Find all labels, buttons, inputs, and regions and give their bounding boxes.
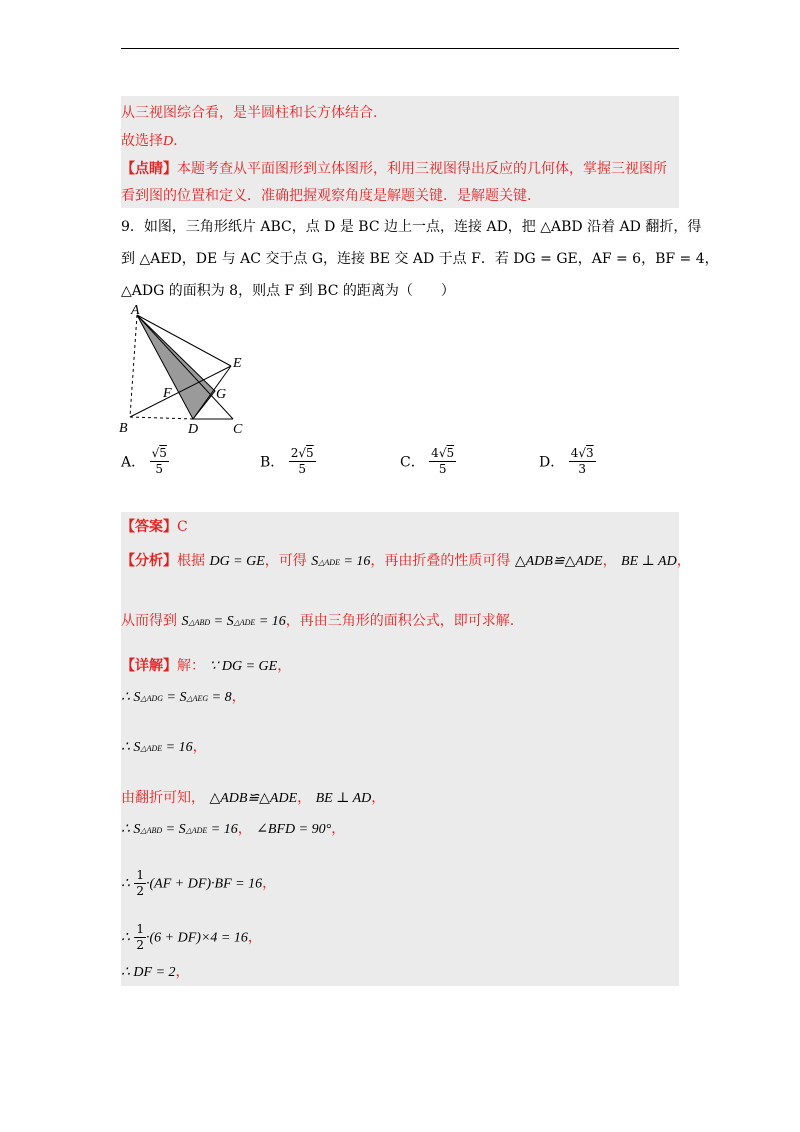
- dianjing-line-2: 看到图的位置和定义．准确把握观察角度是解题关键．是解题关键.: [121, 188, 532, 204]
- segment-bd: [130, 417, 193, 419]
- analysis-line-1: 【分析】根据 DG = GE，可得 S△ADE = 16，再由折叠的性质可得 △ADB≌△ADE， BE ⊥ AD，: [121, 553, 691, 569]
- triangle-figure: [115, 305, 265, 440]
- label-g: G: [216, 387, 227, 402]
- prev-line-1: 从三视图综合看，是半圆柱和长方体结合.: [121, 105, 378, 121]
- header-rule: [121, 48, 679, 49]
- detail-line-2: ∴ S△ADG = S△AEG = 8，: [121, 689, 246, 705]
- label-e: E: [233, 356, 242, 371]
- answer-line: 【答案】C: [121, 519, 188, 535]
- option-c[interactable]: C． $\frac{4√5}{5}$: [400, 446, 455, 476]
- detail-line-7: ∴ $\frac{1}{2}$ ·(6 + DF)×4 = 16，: [121, 922, 262, 952]
- option-a[interactable]: A． $\frac{√5}{5}$: [121, 446, 167, 476]
- analysis-line-2: 从而得到 S△ABD = S△ADE = 16，再由三角形的面积公式，即可求解.: [121, 613, 515, 629]
- question-line-2: 到 △AED，DE 与 AC 交于点 G，连接 BE 交 AD 于点 F．若 DG = GE，AF = 6，BF = 4，: [121, 251, 719, 267]
- option-d[interactable]: D． $\frac{4√3}{3}$: [539, 446, 594, 476]
- segment-ab: [130, 315, 137, 417]
- prev-line-2: 故选择D.: [121, 133, 178, 149]
- label-d: D: [188, 422, 199, 437]
- shaded-triangle-adg: [137, 315, 215, 419]
- label-c: C: [233, 422, 243, 437]
- detail-line-6: ∴ $\frac{1}{2}$ ·(AF + DF)·BF = 16，: [121, 868, 277, 898]
- option-b[interactable]: B． $\frac{2√5}{5}$: [260, 446, 314, 476]
- detail-line-4: 由翻折可知， △ADB≌△ADE， BE ⊥ AD，: [121, 790, 386, 806]
- detail-line-1: 【详解】解： ∵ DG = GE，: [121, 658, 292, 674]
- detail-line-3: ∴ S△ADE = 16，: [121, 739, 207, 755]
- question-line-1: 9．如图，三角形纸片 ABC，点 D 是 BC 边上一点，连接 AD，把 △ABD 沿着 AD 翻折，得: [121, 219, 702, 235]
- label-b: B: [119, 421, 128, 436]
- question-line-3: △ADG 的面积为 8，则点 F 到 BC 的距离为（ ）: [121, 283, 455, 299]
- label-a: A: [131, 305, 140, 318]
- label-f: F: [163, 386, 172, 401]
- detail-line-8: ∴ DF = 2，: [121, 964, 190, 980]
- dianjing-line-1: 【点睛】本题考查从平面图形到立体图形，利用三视图得出反应的几何体，掌握三视图所: [121, 161, 667, 177]
- detail-line-5: ∴ S△ABD = S△ADE = 16， ∠BFD = 90°，: [121, 821, 346, 837]
